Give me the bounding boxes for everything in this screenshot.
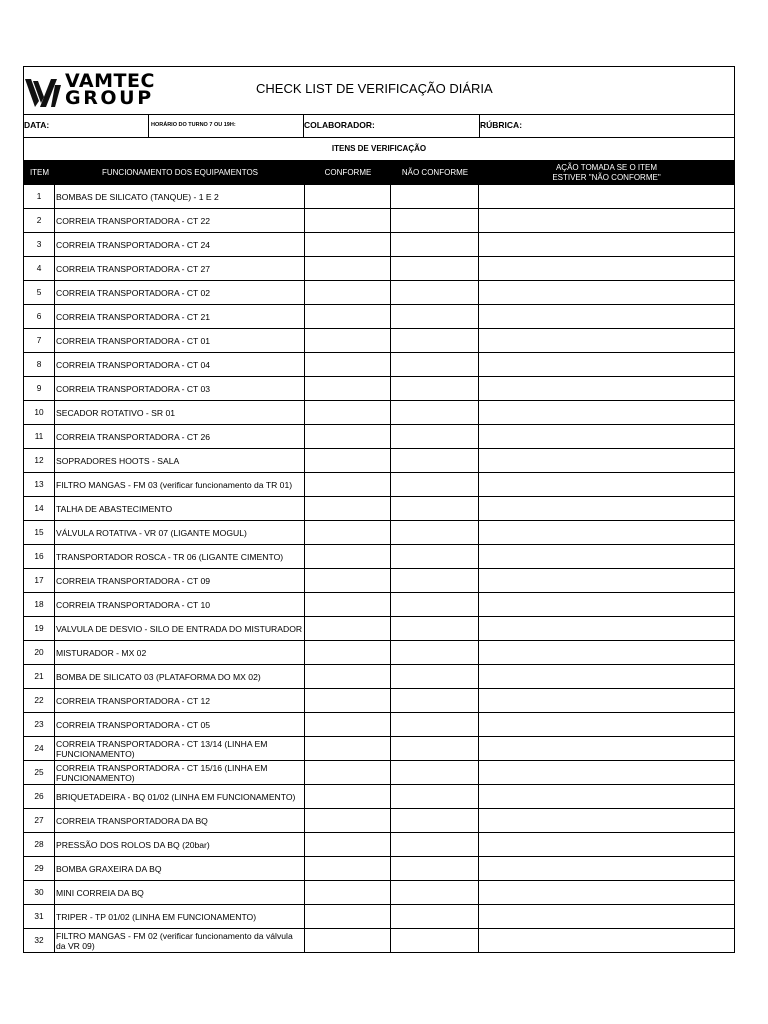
equipment-description — [55, 305, 305, 328]
item-number: 8 — [24, 353, 55, 376]
action-taken-cell[interactable] — [479, 809, 734, 832]
action-taken-cell[interactable] — [479, 449, 734, 472]
table-row — [24, 712, 734, 736]
nao-conforme-cell[interactable] — [391, 617, 479, 640]
logo-text — [65, 70, 155, 109]
table-row — [24, 400, 734, 424]
table-row — [24, 592, 734, 616]
conforme-cell[interactable] — [305, 329, 391, 352]
table-row — [24, 520, 734, 544]
action-taken-cell[interactable] — [479, 617, 734, 640]
nao-conforme-cell[interactable] — [391, 377, 479, 400]
nao-conforme-cell[interactable] — [391, 833, 479, 856]
action-taken-cell[interactable] — [479, 785, 734, 808]
action-taken-cell[interactable] — [479, 257, 734, 280]
equipment-description-text: FILTRO MANGAS - FM 02 (verificar funcionamento da válvula da VR 09) — [56, 930, 293, 951]
equipment-description-text: TRANSPORTADOR ROSCA - TR 06 (LIGANTE CIMENTO) — [56, 551, 284, 562]
conforme-cell[interactable] — [305, 713, 391, 736]
action-taken-cell[interactable] — [479, 737, 734, 760]
nao-conforme-cell[interactable] — [391, 257, 479, 280]
equipment-description-text: CORREIA TRANSPORTADORA - CT 05 — [56, 719, 211, 730]
date-field[interactable]: DATA: — [24, 115, 149, 137]
item-number: 17 — [24, 569, 55, 592]
item-number: 27 — [24, 809, 55, 832]
table-row — [24, 616, 734, 640]
equipment-description-text: BOMBAS DE SILICATO (TANQUE) - 1 E 2 — [56, 191, 219, 202]
equipment-description-text: FILTRO MANGAS - FM 03 (verificar funcionamento da TR 01) — [56, 479, 293, 490]
conforme-cell[interactable] — [305, 209, 391, 232]
table-row — [24, 448, 734, 472]
nao-conforme-cell[interactable] — [391, 929, 479, 952]
equipment-description-text: CORREIA TRANSPORTADORA - CT 24 — [56, 239, 211, 250]
equipment-description-text: TRIPER - TP 01/02 (LINHA EM FUNCIONAMENTO) — [56, 911, 257, 922]
action-taken-cell[interactable] — [479, 905, 734, 928]
equipment-description — [55, 569, 305, 592]
nao-conforme-cell[interactable] — [391, 233, 479, 256]
column-header-conforme: CONFORME — [324, 168, 372, 177]
conforme-cell[interactable] — [305, 377, 391, 400]
conforme-cell[interactable] — [305, 353, 391, 376]
action-taken-cell[interactable] — [479, 353, 734, 376]
equipment-description — [55, 185, 305, 208]
table-row — [24, 280, 734, 304]
table-row — [24, 688, 734, 712]
table-row — [24, 568, 734, 592]
nao-conforme-cell[interactable] — [391, 401, 479, 424]
nao-conforme-cell[interactable] — [391, 593, 479, 616]
conforme-cell[interactable] — [305, 785, 391, 808]
action-taken-cell[interactable] — [479, 473, 734, 496]
equipment-description-text: CORREIA TRANSPORTADORA - CT 26 — [56, 431, 211, 442]
table-row — [24, 664, 734, 688]
conforme-cell[interactable] — [305, 497, 391, 520]
equipment-description-text: CORREIA TRANSPORTADORA - CT 27 — [56, 263, 211, 274]
equipment-description-text: SECADOR ROTATIVO - SR 01 — [56, 407, 176, 418]
action-taken-cell[interactable] — [479, 401, 734, 424]
table-row — [24, 736, 734, 760]
equipment-description — [55, 905, 305, 928]
item-number: 14 — [24, 497, 55, 520]
nao-conforme-cell[interactable] — [391, 641, 479, 664]
table-row — [24, 856, 734, 880]
table-row — [24, 256, 734, 280]
equipment-description-text: BOMBA GRAXEIRA DA BQ — [56, 863, 162, 874]
action-taken-cell[interactable] — [479, 881, 734, 904]
equipment-description-text: CORREIA TRANSPORTADORA - CT 01 — [56, 335, 211, 346]
table-row — [24, 472, 734, 496]
conforme-cell[interactable] — [305, 569, 391, 592]
item-number: 21 — [24, 665, 55, 688]
equipment-description — [55, 545, 305, 568]
equipment-description — [55, 617, 305, 640]
equipment-description — [55, 593, 305, 616]
item-number: 5 — [24, 281, 55, 304]
equipment-description-text: BOMBA DE SILICATO 03 (PLATAFORMA DO MX 02) — [56, 671, 261, 682]
column-header-nao-conforme: NÃO CONFORME — [401, 168, 469, 177]
column-header-action-line-2: ESTIVER "NÃO CONFORME" — [552, 173, 661, 182]
nao-conforme-cell[interactable] — [391, 761, 479, 784]
action-taken-cell[interactable] — [479, 329, 734, 352]
conforme-cell[interactable] — [305, 185, 391, 208]
equipment-description-text: CORREIA TRANSPORTADORA DA BQ — [56, 815, 208, 826]
nao-conforme-cell[interactable] — [391, 857, 479, 880]
table-header — [24, 161, 734, 185]
table-row — [24, 544, 734, 568]
item-number: 31 — [24, 905, 55, 928]
conforme-cell[interactable] — [305, 857, 391, 880]
vamtec-logo-mark-icon — [25, 75, 63, 107]
nao-conforme-cell[interactable] — [391, 497, 479, 520]
conforme-cell[interactable] — [305, 593, 391, 616]
equipment-description — [55, 665, 305, 688]
equipment-description — [55, 833, 305, 856]
item-number: 19 — [24, 617, 55, 640]
signature-field[interactable]: RÚBRICA: — [480, 120, 523, 130]
item-number: 6 — [24, 305, 55, 328]
column-header-function: FUNCIONAMENTO DOS EQUIPAMENTOS — [101, 168, 258, 177]
equipment-description — [55, 929, 305, 952]
equipment-description — [55, 377, 305, 400]
equipment-description — [55, 281, 305, 304]
nao-conforme-cell[interactable] — [391, 209, 479, 232]
item-number: 28 — [24, 833, 55, 856]
vamtec-logo — [25, 70, 165, 109]
nao-conforme-cell[interactable] — [391, 353, 479, 376]
equipment-description-text: CORREIA TRANSPORTADORA - CT 02 — [56, 287, 211, 298]
table-row — [24, 185, 734, 208]
action-taken-cell[interactable] — [479, 497, 734, 520]
equipment-description — [55, 353, 305, 376]
nao-conforme-cell[interactable] — [391, 737, 479, 760]
equipment-description-text: CORREIA TRANSPORTADORA - CT 15/16 (LINHA EM FUNCIONAMENTO) — [56, 762, 268, 783]
action-taken-cell[interactable] — [479, 209, 734, 232]
equipment-description-text: MINI CORREIA DA BQ — [56, 887, 144, 898]
equipment-description-text: BRIQUETADEIRA - BQ 01/02 (LINHA EM FUNCIONAMENTO) — [56, 791, 296, 802]
table-row — [24, 352, 734, 376]
column-header-action — [479, 161, 734, 185]
action-taken-cell[interactable] — [479, 761, 734, 784]
equipment-description-text: CORREIA TRANSPORTADORA - CT 22 — [56, 215, 211, 226]
conforme-cell[interactable] — [305, 425, 391, 448]
action-taken-cell[interactable] — [479, 305, 734, 328]
item-number: 15 — [24, 521, 55, 544]
item-number: 32 — [24, 929, 55, 952]
table-row — [24, 208, 734, 232]
table-row — [24, 904, 734, 928]
equipment-description-text: SOPRADORES HOOTS - SALA — [56, 455, 180, 466]
checklist-table-body — [24, 185, 734, 952]
item-number: 25 — [24, 761, 55, 784]
conforme-cell[interactable] — [305, 881, 391, 904]
table-row — [24, 832, 734, 856]
item-number: 9 — [24, 377, 55, 400]
conforme-cell[interactable] — [305, 665, 391, 688]
item-number: 13 — [24, 473, 55, 496]
equipment-description — [55, 233, 305, 256]
shift-time-field[interactable]: HORÁRIO DO TURNO 7 OU 19H: — [149, 115, 304, 137]
equipment-description — [55, 425, 305, 448]
checklist-form — [23, 66, 735, 953]
conforme-cell[interactable] — [305, 737, 391, 760]
nao-conforme-cell[interactable] — [391, 569, 479, 592]
conforme-cell[interactable] — [305, 905, 391, 928]
table-row — [24, 640, 734, 664]
action-taken-cell[interactable] — [479, 233, 734, 256]
action-taken-cell[interactable] — [479, 281, 734, 304]
nao-conforme-cell[interactable] — [391, 545, 479, 568]
action-taken-cell[interactable] — [479, 593, 734, 616]
table-row — [24, 808, 734, 832]
conforme-cell[interactable] — [305, 257, 391, 280]
nao-conforme-cell[interactable] — [391, 305, 479, 328]
collaborator-field[interactable]: COLABORADOR: — [304, 115, 480, 137]
conforme-cell[interactable] — [305, 833, 391, 856]
item-number: 26 — [24, 785, 55, 808]
equipment-description — [55, 209, 305, 232]
nao-conforme-cell[interactable] — [391, 185, 479, 208]
table-row — [24, 880, 734, 904]
item-number: 30 — [24, 881, 55, 904]
conforme-cell[interactable] — [305, 401, 391, 424]
action-taken-cell[interactable] — [479, 185, 734, 208]
equipment-description — [55, 521, 305, 544]
table-row — [24, 784, 734, 808]
table-row — [24, 928, 734, 952]
nao-conforme-cell[interactable] — [391, 689, 479, 712]
equipment-description-text: CORREIA TRANSPORTADORA - CT 21 — [56, 311, 211, 322]
item-number: 24 — [24, 737, 55, 760]
action-taken-cell[interactable] — [479, 665, 734, 688]
action-taken-cell[interactable] — [479, 569, 734, 592]
table-row — [24, 496, 734, 520]
section-title: ITENS DE VERIFICAÇÃO — [24, 138, 734, 161]
equipment-description — [55, 785, 305, 808]
equipment-description-text: CORREIA TRANSPORTADORA - CT 13/14 (LINHA EM FUNCIONAMENTO) — [56, 738, 268, 759]
item-number: 16 — [24, 545, 55, 568]
equipment-description-text: VALVULA DE DESVIO - SILO DE ENTRADA DO MISTURADOR — [56, 623, 303, 634]
item-number: 20 — [24, 641, 55, 664]
conforme-cell[interactable] — [305, 809, 391, 832]
item-number: 11 — [24, 425, 55, 448]
equipment-description — [55, 857, 305, 880]
conforme-cell[interactable] — [305, 449, 391, 472]
conforme-cell[interactable] — [305, 521, 391, 544]
nao-conforme-cell[interactable] — [391, 521, 479, 544]
nao-conforme-cell[interactable] — [391, 713, 479, 736]
conforme-cell[interactable] — [305, 281, 391, 304]
item-number: 10 — [24, 401, 55, 424]
equipment-description-text: CORREIA TRANSPORTADORA - CT 12 — [56, 695, 211, 706]
action-taken-cell[interactable] — [479, 377, 734, 400]
equipment-description-text: CORREIA TRANSPORTADORA - CT 10 — [56, 599, 211, 610]
column-header-action-line-1: AÇÃO TOMADA SE O ITEM — [555, 163, 658, 172]
equipment-description-text: MISTURADOR - MX 02 — [56, 647, 147, 658]
action-taken-cell[interactable] — [479, 521, 734, 544]
conforme-cell[interactable] — [305, 641, 391, 664]
table-row — [24, 760, 734, 784]
nao-conforme-cell[interactable] — [391, 809, 479, 832]
item-number: 3 — [24, 233, 55, 256]
conforme-cell[interactable] — [305, 305, 391, 328]
equipment-description — [55, 257, 305, 280]
table-row — [24, 328, 734, 352]
table-row — [24, 376, 734, 400]
action-taken-cell[interactable] — [479, 929, 734, 952]
equipment-description — [55, 809, 305, 832]
item-number: 18 — [24, 593, 55, 616]
equipment-description — [55, 473, 305, 496]
item-number: 7 — [24, 329, 55, 352]
logo-line-1: VAMTEC — [65, 70, 155, 92]
action-taken-cell[interactable] — [479, 689, 734, 712]
item-number: 23 — [24, 713, 55, 736]
logo-line-2: GROUP — [65, 87, 154, 109]
action-taken-cell[interactable] — [479, 545, 734, 568]
info-row — [24, 115, 734, 138]
equipment-description — [55, 497, 305, 520]
conforme-cell[interactable] — [305, 689, 391, 712]
action-taken-cell[interactable] — [479, 713, 734, 736]
item-number: 29 — [24, 857, 55, 880]
form-header — [24, 67, 734, 115]
item-number: 2 — [24, 209, 55, 232]
action-taken-cell[interactable] — [479, 641, 734, 664]
equipment-description — [55, 881, 305, 904]
table-row — [24, 424, 734, 448]
nao-conforme-cell[interactable] — [391, 665, 479, 688]
conforme-cell[interactable] — [305, 233, 391, 256]
conforme-cell[interactable] — [305, 617, 391, 640]
item-number: 12 — [24, 449, 55, 472]
form-title: CHECK LIST DE VERIFICAÇÃO DIÁRIA — [256, 81, 493, 96]
conforme-cell[interactable] — [305, 473, 391, 496]
nao-conforme-cell[interactable] — [391, 329, 479, 352]
conforme-cell[interactable] — [305, 929, 391, 952]
nao-conforme-cell[interactable] — [391, 449, 479, 472]
action-taken-cell[interactable] — [479, 833, 734, 856]
equipment-description-text: CORREIA TRANSPORTADORA - CT 04 — [56, 359, 211, 370]
table-row — [24, 232, 734, 256]
equipment-description-text: CORREIA TRANSPORTADORA - CT 03 — [56, 383, 211, 394]
equipment-description — [55, 449, 305, 472]
nao-conforme-cell[interactable] — [391, 425, 479, 448]
equipment-description — [55, 689, 305, 712]
conforme-cell[interactable] — [305, 761, 391, 784]
conforme-cell[interactable] — [305, 545, 391, 568]
equipment-description-text: VÁLVULA ROTATIVA - VR 07 (LIGANTE MOGUL) — [56, 527, 247, 538]
equipment-description — [55, 761, 305, 784]
item-number: 1 — [24, 185, 55, 208]
item-number: 4 — [24, 257, 55, 280]
equipment-description-text: TALHA DE ABASTECIMENTO — [56, 503, 173, 514]
equipment-description — [55, 329, 305, 352]
nao-conforme-cell[interactable] — [391, 905, 479, 928]
column-header-item: ITEM — [29, 168, 50, 177]
equipment-description — [55, 713, 305, 736]
equipment-description-text: PRESSÃO DOS ROLOS DA BQ (20bar) — [56, 839, 210, 850]
equipment-description — [55, 641, 305, 664]
nao-conforme-cell[interactable] — [391, 881, 479, 904]
nao-conforme-cell[interactable] — [391, 785, 479, 808]
item-number: 22 — [24, 689, 55, 712]
equipment-description — [55, 737, 305, 760]
nao-conforme-cell[interactable] — [391, 473, 479, 496]
equipment-description-text: CORREIA TRANSPORTADORA - CT 09 — [56, 575, 211, 586]
equipment-description — [55, 401, 305, 424]
table-row — [24, 304, 734, 328]
action-taken-cell[interactable] — [479, 857, 734, 880]
nao-conforme-cell[interactable] — [391, 281, 479, 304]
action-taken-cell[interactable] — [479, 425, 734, 448]
